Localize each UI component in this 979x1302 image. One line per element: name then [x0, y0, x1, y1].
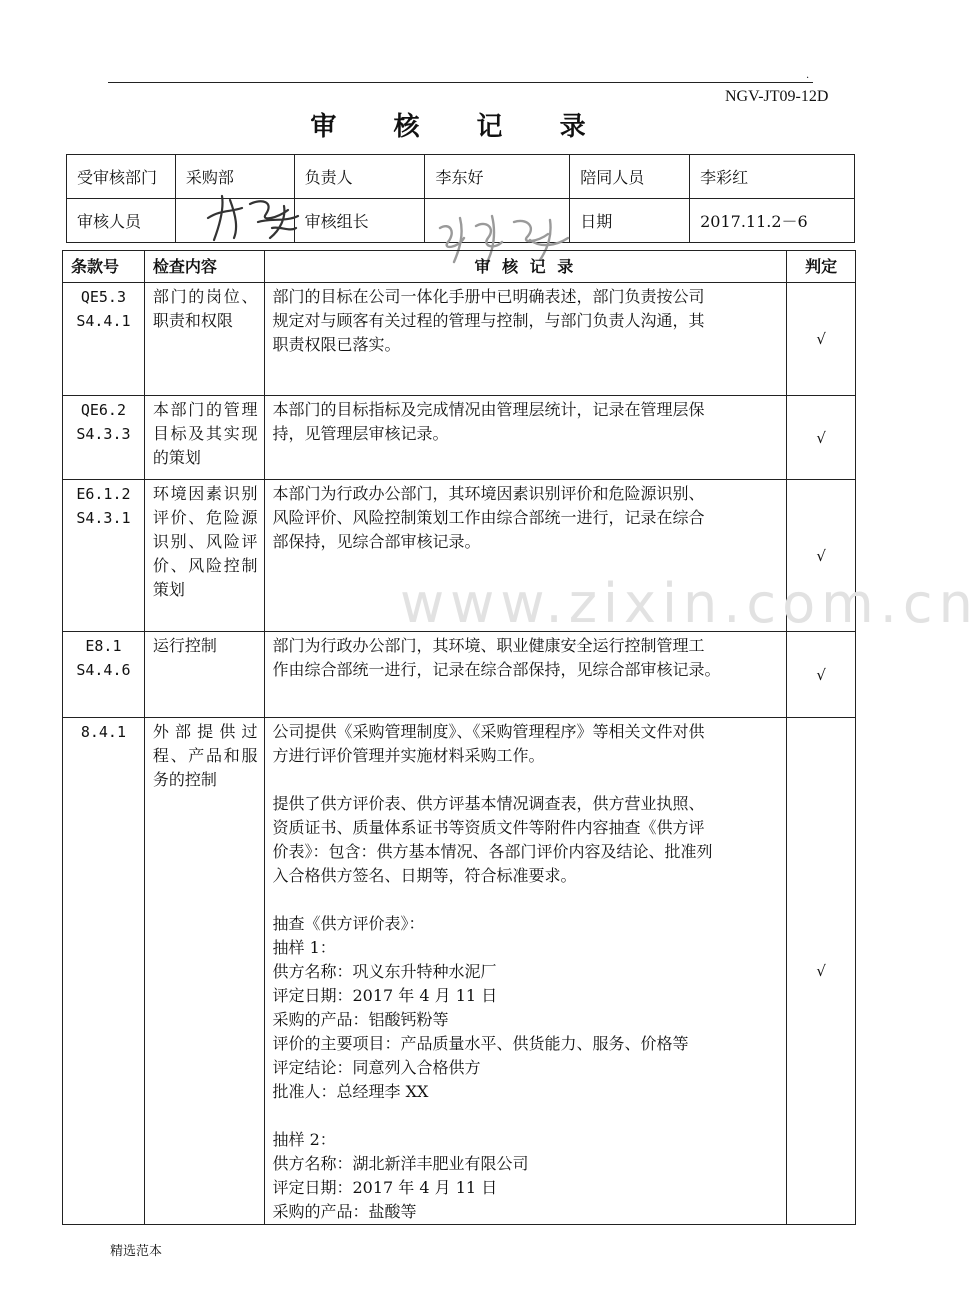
clause-cell: 8.4.1 [63, 718, 145, 1225]
table-row [63, 283, 856, 396]
clause-cell: E6.1.2 S4.3.1 [63, 480, 145, 632]
record-cell: 本部门为行政办公部门，其环境因素识别评价和危险源识别、 风险评价、风险控制策划工作由综合部统一进行，记录在综合 部保持，见综合部审核记录。 [264, 480, 787, 632]
col-verdict-header: 判定 [787, 251, 856, 283]
date-label: 日期 [570, 199, 690, 243]
leader-label: 审核组长 [294, 199, 425, 243]
col-content-header: 检查内容 [144, 251, 264, 283]
watermark: www.zixin.com.cn [400, 572, 979, 635]
paragraph-gap [273, 888, 779, 912]
verdict-check: √ [787, 480, 856, 632]
record-cell: 部门为行政办公部门，其环境、职业健康安全运行控制管理工 作由综合部统一进行，记录在综合部保持，见综合部审核记录。 [264, 632, 787, 718]
header-rule [108, 82, 813, 83]
content-cell: 运行控制 [144, 632, 264, 718]
accomp-label: 陪同人员 [570, 155, 690, 199]
header-table [66, 154, 855, 243]
footer-text: 精选范本 [110, 1244, 163, 1259]
document-code: NGV-JT09-12D [725, 88, 829, 105]
page-title: 审 核 记 录 [310, 112, 610, 142]
table-row [63, 396, 856, 480]
leader-signature-cell [425, 199, 570, 243]
content-cell: 本部门的管理目标及其实现的策划 [144, 396, 264, 480]
clause-cell: QE6.2 S4.3.3 [63, 396, 145, 480]
clause-cell: QE5.3 S4.4.1 [63, 283, 145, 396]
audit-record-table [62, 250, 856, 1225]
verdict-check: √ [787, 718, 856, 1225]
verdict-check: √ [787, 396, 856, 480]
content-cell: 环境因素识别评价、危险源识别、风险评价、风险控制策划 [144, 480, 264, 632]
content-cell: 部门的岗位、职责和权限 [144, 283, 264, 396]
record-cell: 公司提供《采购管理制度》、《采购管理程序》等相关文件对供 方进行评价管理并实施材料采购工作。 提供了供方评价表、供方评基本情况调查表，供方营业执照、 资质证书、质量体系证书等资质文件等附件内容抽查《供方评 价表》：包含：供方基本情况、各部门评价内容及结论、批准列 入合格供方签名、日期等，符合标准要求。 抽查《供方评价表》： 抽样 1： 供方名称：巩义东升特种水泥厂 评定日期：2017 年 4 月 11 日 采购的产品：铝酸钙粉等 评价的主要项目：产品质量水平、供货能力、服务、价格等 评定结论：同意列入合格供方 批准人：总经理李 XX 抽样 2： 供方名称：湖北新洋丰肥业有限公司 评定日期：2017 年 4 月 11 日 采购的产品：盐酸等 [264, 718, 787, 1225]
auditor-signature-cell [175, 199, 294, 243]
record-cell: 部门的目标在公司一体化手册中已明确表述，部门负责按公司 规定对与顾客有关过程的管理与控制，与部门负责人沟通，其 职责权限已落实。 [264, 283, 787, 396]
dept-label: 受审核部门 [67, 155, 176, 199]
dept-value: 采购部 [175, 155, 294, 199]
record-cell: 本部门的目标指标及完成情况由管理层统计，记录在管理层保 持，见管理层审核记录。 [264, 396, 787, 480]
verdict-check: √ [787, 632, 856, 718]
col-clause-header: 条款号 [63, 251, 145, 283]
table-row [63, 632, 856, 718]
accomp-value: 李彩红 [690, 155, 855, 199]
col-record-header: 审 核 记 录 [264, 251, 787, 283]
content-cell: 外部提供过程、产品和服务的控制 [144, 718, 264, 1225]
clause-cell: E8.1 S4.4.6 [63, 632, 145, 718]
corner-mark: . [806, 70, 810, 81]
table-row [63, 718, 856, 1225]
paragraph-gap [273, 768, 779, 792]
auditor-label: 审核人员 [67, 199, 176, 243]
resp-value: 李东好 [425, 155, 570, 199]
verdict-check: √ [787, 283, 856, 396]
date-value: 2017.11.2－6 [690, 199, 855, 243]
resp-label: 负责人 [294, 155, 425, 199]
paragraph-gap [273, 1104, 779, 1128]
